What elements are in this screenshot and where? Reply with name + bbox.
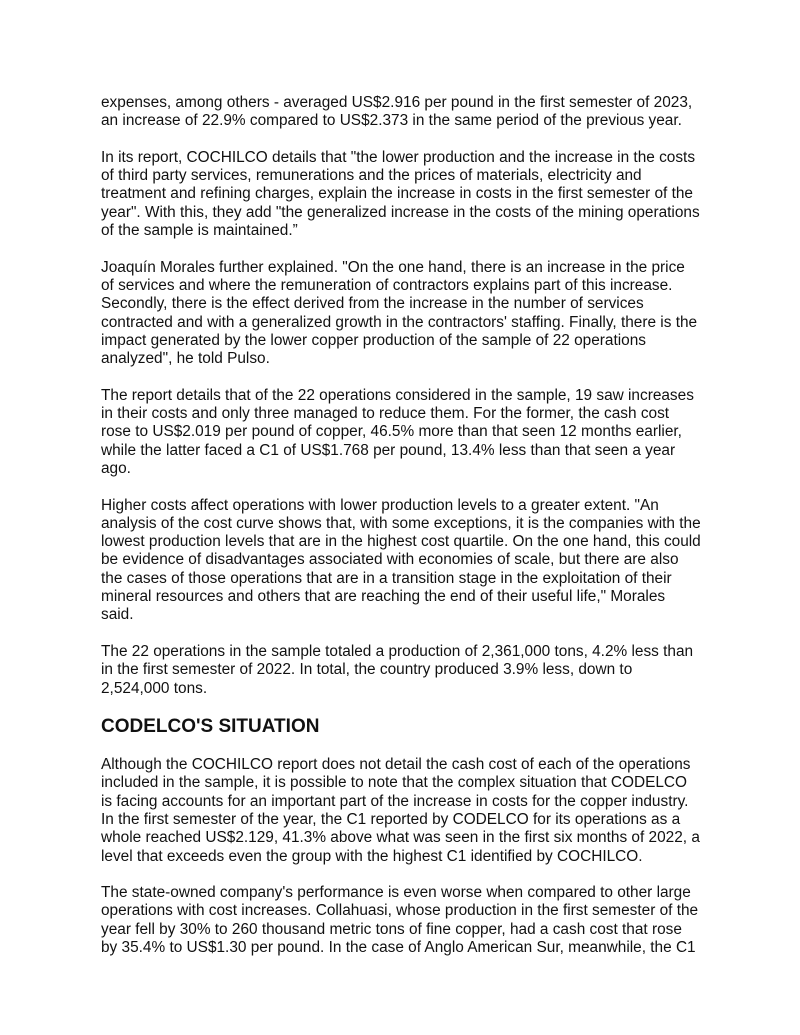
text-line: treatment and refining charges, explain the increase in costs in the first semester of the — [101, 185, 693, 203]
text-line: by 35.4% to US$1.30 per pound. In the case of Anglo American Sur, meanwhile, the C1 — [101, 939, 696, 957]
text-line: Secondly, there is the effect derived from the increase in the number of services — [101, 295, 644, 313]
text-line: The state-owned company's performance is even worse when compared to other large — [101, 884, 691, 902]
text-line: operations with cost increases. Collahuasi, whose production in the first semester of the — [101, 902, 699, 920]
document-page — [101, 94, 711, 976]
section-heading: CODELCO'S SITUATION — [101, 716, 320, 738]
text-line: in their costs and only three managed to reduce them. For the former, the cash cost — [101, 405, 670, 423]
text-line: said. — [101, 606, 134, 624]
text-line: contracted and with a generalized growth in the contractors' staffing. Finally, there is the — [101, 313, 698, 331]
text-line: In the first semester of the year, the C1 reported by CODELCO for its operations as a — [101, 810, 681, 828]
text-line: included in the sample, it is possible to note that the complex situation that CODELCO — [101, 774, 688, 792]
article-section-intro — [101, 94, 711, 698]
text-line: lowest production levels that are in the highest cost quartile. On the one hand, this could — [101, 533, 701, 551]
text-line: in the first semester of 2022. In total, the country produced 3.9% less, down to — [101, 661, 633, 679]
text-line: Although the COCHILCO report does not detail the cash cost of each of the operations — [101, 756, 691, 774]
text-line: while the latter faced a C1 of US$1.768 per pound, 13.4% less than that seen a year — [101, 441, 676, 459]
paragraph-codelco-c1 — [101, 756, 711, 866]
text-line: an increase of 22.9% compared to US$2.373 in the same period of the previous year. — [101, 112, 682, 130]
paragraph-state-owned-performance — [101, 884, 711, 957]
text-line: year". With this, they add "the generalized increase in the costs of the mining operations — [101, 203, 700, 221]
text-line: analyzed", he told Pulso. — [101, 350, 270, 368]
text-line: of the sample is maintained.” — [101, 222, 298, 240]
text-line: year fell by 30% to 260 thousand metric tons of fine copper, had a cash cost that rose — [101, 920, 682, 938]
text-line: rose to US$2.019 per pound of copper, 46.5% more than that seen 12 months earlier, — [101, 423, 682, 441]
text-line: of services and where the remuneration of contractors explains part of this increase. — [101, 276, 673, 294]
article-section-codelco — [101, 716, 711, 957]
text-line: is facing accounts for an important part of the increase in costs for the copper industry. — [101, 792, 689, 810]
text-line: the cases of those operations that are in a transition stage in the exploitation of their — [101, 569, 672, 587]
paragraph-production-total — [101, 643, 711, 698]
text-line: be evidence of disadvantages associated with economies of scale, but there are also — [101, 551, 679, 569]
text-line: whole reached US$2.129, 41.3% above what was seen in the first six months of 2022, a — [101, 829, 700, 847]
text-line: impact generated by the lower copper production of the sample of 22 operations — [101, 331, 646, 349]
paragraph-higher-costs — [101, 497, 711, 625]
text-line: The report details that of the 22 operations considered in the sample, 19 saw increases — [101, 386, 694, 404]
text-line: mineral resources and others that are reaching the end of their useful life," Morales — [101, 588, 666, 606]
text-line: analysis of the cost curve shows that, with some exceptions, it is the companies with the — [101, 514, 701, 532]
text-line: of third party services, remunerations and the prices of materials, electricity and — [101, 167, 642, 185]
text-line: The 22 operations in the sample totaled a production of 2,361,000 tons, 4.2% less than — [101, 642, 694, 660]
paragraph-cochilco-report — [101, 149, 711, 240]
text-line: level that exceeds even the group with the highest C1 identified by COCHILCO. — [101, 847, 643, 865]
paragraph-operations-detail — [101, 387, 711, 478]
paragraph-cost-average — [101, 94, 711, 131]
text-line: ago. — [101, 459, 131, 477]
text-line: expenses, among others - averaged US$2.916 per pound in the first semester of 2023, — [101, 94, 693, 111]
paragraph-morales-quote — [101, 259, 711, 369]
text-line: In its report, COCHILCO details that "the lower production and the increase in the costs — [101, 148, 696, 166]
text-line: 2,524,000 tons. — [101, 679, 208, 697]
text-line: Higher costs affect operations with lower production levels to a greater extent. "An — [101, 496, 659, 514]
text-line: Joaquín Morales further explained. "On the one hand, there is an increase in the price — [101, 258, 685, 276]
